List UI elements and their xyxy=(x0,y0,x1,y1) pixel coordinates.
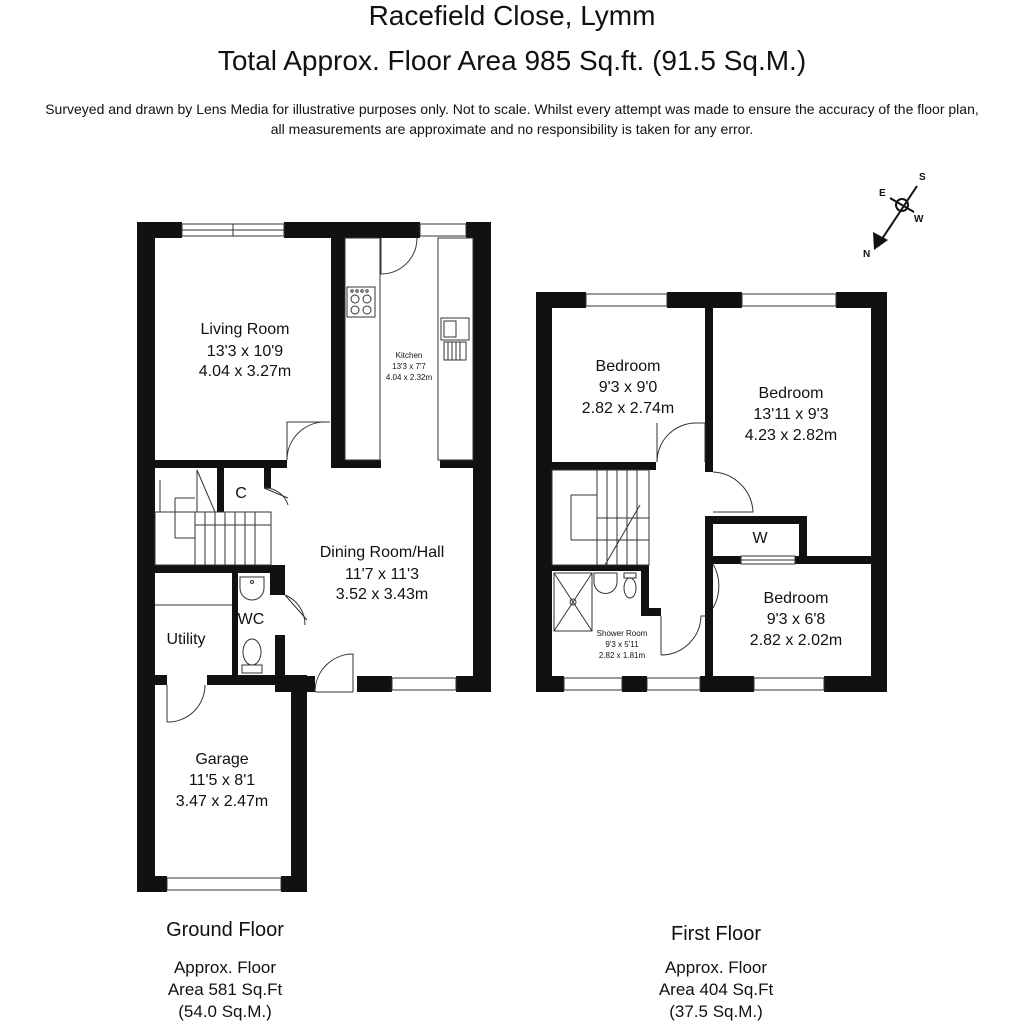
utility-label: Utility xyxy=(166,631,206,648)
kitchen-metric: 4.04 x 2.32m xyxy=(385,373,433,382)
room-label-bedroom-2 xyxy=(745,385,838,444)
first-floor-fixtures xyxy=(552,294,836,690)
room-label-shower-room xyxy=(597,629,648,660)
bedroom-1-metric: 2.82 x 2.74m xyxy=(581,400,675,417)
first-floor-area-line-1: Approx. Floor xyxy=(664,958,768,977)
bedroom-2-name: Bedroom xyxy=(758,385,824,402)
bedroom-1-name: Bedroom xyxy=(595,358,661,375)
first-floor-area-line-2: Area 404 Sq.Ft xyxy=(658,980,774,999)
shower-name: Shower Room xyxy=(596,629,648,638)
bedroom-3-metric: 2.82 x 2.02m xyxy=(749,632,843,649)
room-label-bedroom-1 xyxy=(582,358,675,417)
dining-metric: 3.52 x 3.43m xyxy=(335,586,429,603)
room-label-dining-hall xyxy=(320,544,445,603)
kitchen-name: Kitchen xyxy=(395,351,423,360)
bedroom-2-metric: 4.23 x 2.82m xyxy=(744,427,838,444)
wardrobe-label: W xyxy=(752,530,768,547)
ground-floor-area-line-3: (54.0 Sq.M.) xyxy=(178,1002,272,1021)
garage-name: Garage xyxy=(195,751,249,768)
compass-s: S xyxy=(919,172,926,183)
ground-floor-area-line-2: Area 581 Sq.Ft xyxy=(167,980,283,999)
first-floor-caption: First Floor xyxy=(671,923,761,945)
bedroom-1-imperial: 9'3 x 9'0 xyxy=(598,379,658,396)
ground-floor-caption: Ground Floor xyxy=(166,919,284,941)
disclaimer-line-1: Surveyed and drawn by Lens Media for illustrative purposes only. Not to scale. Whilst every attempt was made to ensure the accuracy of the floor plan, xyxy=(45,101,979,117)
living-room-metric: 4.04 x 3.27m xyxy=(198,363,292,380)
disclaimer-line-2: all measurements are approximate and no responsibility is taken for any error. xyxy=(270,121,754,137)
compass-n: N xyxy=(863,249,871,260)
living-room-name: Living Room xyxy=(200,321,290,338)
wc-label: WC xyxy=(237,611,265,628)
dining-imperial: 11'7 x 11'3 xyxy=(344,566,420,583)
first-floor-area-line-3: (37.5 Sq.M.) xyxy=(669,1002,763,1021)
compass-icon xyxy=(863,172,926,260)
shower-metric: 2.82 x 1.81m xyxy=(598,651,646,660)
total-floor-area: Total Approx. Floor Area 985 Sq.ft. (91.5 Sq.M.) xyxy=(217,45,807,76)
room-label-bedroom-3 xyxy=(750,590,843,649)
compass-w: W xyxy=(914,214,924,225)
garage-metric: 3.47 x 2.47m xyxy=(175,793,269,810)
living-room-imperial: 13'3 x 10'9 xyxy=(206,343,284,360)
room-label-living-room xyxy=(199,321,292,380)
dining-name: Dining Room/Hall xyxy=(319,544,445,561)
plan-address-title: Racefield Close, Lymm xyxy=(368,0,656,31)
bedroom-3-name: Bedroom xyxy=(763,590,829,607)
room-label-kitchen xyxy=(386,351,433,382)
ground-floor-area-line-1: Approx. Floor xyxy=(173,958,277,977)
room-label-garage xyxy=(176,751,269,810)
compass-e: E xyxy=(879,188,886,199)
ground-floor-area xyxy=(125,957,325,1023)
shower-imperial: 9'3 x 5'11 xyxy=(605,640,639,649)
bedroom-3-imperial: 9'3 x 6'8 xyxy=(766,611,826,628)
kitchen-imperial: 13'3 x 7'7 xyxy=(392,362,426,371)
bedroom-2-imperial: 13'11 x 9'3 xyxy=(753,406,829,423)
first-floor-area xyxy=(616,957,816,1023)
cupboard-label: C xyxy=(235,485,247,502)
garage-imperial: 11'5 x 8'1 xyxy=(188,772,256,789)
